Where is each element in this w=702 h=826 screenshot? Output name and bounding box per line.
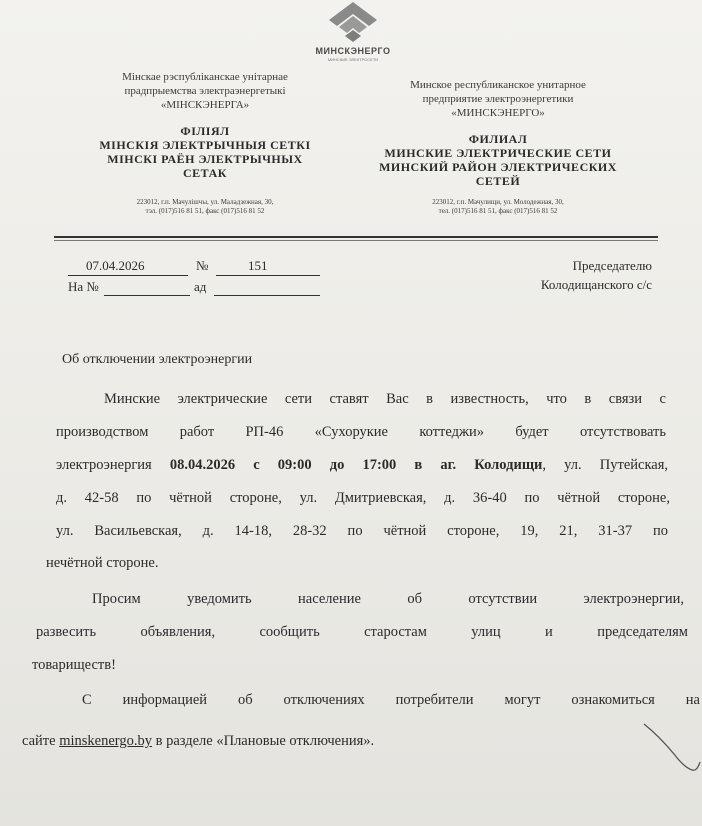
body-text: в разделе «Плановые отключения». <box>155 733 375 749</box>
logo-subtitle: МИНСКИЕ ЭЛЕКТРОСЕТИ <box>327 57 379 62</box>
addressee <box>541 256 652 294</box>
body-text: , ул. Путейская, <box>542 457 669 473</box>
body-line: Просим уведомить население об отсутствии электроэнергии, <box>92 591 684 607</box>
org-name-line: «МІНСКЭНЕРГА» <box>160 99 250 111</box>
body-line <box>56 455 668 475</box>
addressee-line: Колодищанского с/с <box>540 277 652 292</box>
org-address: 223012, г.п. Мачулищи, ул. Молодежная, 30, <box>432 198 564 206</box>
minskenergo-logo-icon <box>321 0 385 44</box>
org-address: 223012, г.п. Мачулішчы, ул. Маладзежная, 30, <box>136 198 274 206</box>
pen-mark-icon <box>640 718 702 778</box>
org-block-russian <box>352 78 644 216</box>
header-divider-thin <box>54 240 658 241</box>
logo-name: МИНСКЭНЕРГО <box>315 46 391 56</box>
org-phone: тел. (017)516 81 51, факс (017)516 81 52 <box>438 207 558 215</box>
letter-number: 151 <box>248 258 268 273</box>
branch-line: ФІЛІЯЛ <box>180 124 230 138</box>
website-link[interactable]: minskenergo.by <box>59 733 152 749</box>
addressee-line: Председателю <box>572 258 652 273</box>
body-line: производством работ РП-46 «Сухорукие коттеджи» будет отсутствовать <box>56 424 666 440</box>
org-name-line: Мінскае рэспубліканскае унітарнае <box>122 71 288 83</box>
body-line: ул. Васильевская, д. 14-18, 28-32 по чётной стороне, 19, 21, 31-37 по <box>56 523 668 539</box>
body-text: сайте <box>22 733 56 749</box>
body-line: нечётной стороне. <box>46 555 159 571</box>
body-line: С информацией об отключениях потребители могут ознакомиться на <box>82 692 700 708</box>
letter-subject: Об отключении электроэнергии <box>62 352 253 367</box>
org-name-line: прадпрыемства электраэнергетыкі <box>124 85 286 97</box>
body-line: товариществ! <box>32 657 116 673</box>
org-name-line: Минское республиканское унитарное <box>410 79 586 91</box>
from-underline <box>214 295 320 296</box>
date-underline <box>68 275 188 276</box>
branch-line: МІНСКІ РАЁН ЭЛЕКТРЫЧНЫХ <box>107 152 303 166</box>
branch-line: МИНСКИЙ РАЙОН ЭЛЕКТРИЧЕСКИХ <box>379 160 617 174</box>
reply-label: На № <box>68 279 99 294</box>
body-line: д. 42-58 по чётной стороне, ул. Дмитриевская, д. 36-40 по чётной стороне, <box>56 490 670 506</box>
number-label: № <box>196 258 209 273</box>
letter-date: 07.04.2026 <box>86 258 145 273</box>
body-line: развесить объявления, сообщить старостам улиц и председателям <box>36 624 688 640</box>
body-line <box>22 731 374 751</box>
reply-underline <box>104 295 190 296</box>
branch-line: МИНСКИЕ ЭЛЕКТРИЧЕСКИЕ СЕТИ <box>384 146 612 160</box>
org-phone: тэл. (017)516 81 51, факс (017)516 81 52 <box>145 207 265 215</box>
branch-line: СЕТЕЙ <box>475 174 521 188</box>
from-label: ад <box>194 279 207 294</box>
number-underline <box>216 275 320 276</box>
header-divider <box>54 236 658 238</box>
branch-line: СЕТАК <box>183 166 227 180</box>
branch-line: ФИЛИАЛ <box>468 132 528 146</box>
body-text: электроэнергия <box>56 457 152 473</box>
org-name-line: «МИНСКЭНЕРГО» <box>451 107 545 119</box>
org-name-line: предприятие электроэнергетики <box>422 93 574 105</box>
body-line: Минские электрические сети ставят Вас в известность, что в связи с <box>104 391 666 407</box>
org-block-belarusian <box>64 70 346 216</box>
outage-datetime-location: 08.04.2026 с 09:00 до 17:00 в аг. Колодищи <box>169 457 543 473</box>
branch-line: МІНСКІЯ ЭЛЕКТРЫЧНЫЯ СЕТКІ <box>99 138 311 152</box>
